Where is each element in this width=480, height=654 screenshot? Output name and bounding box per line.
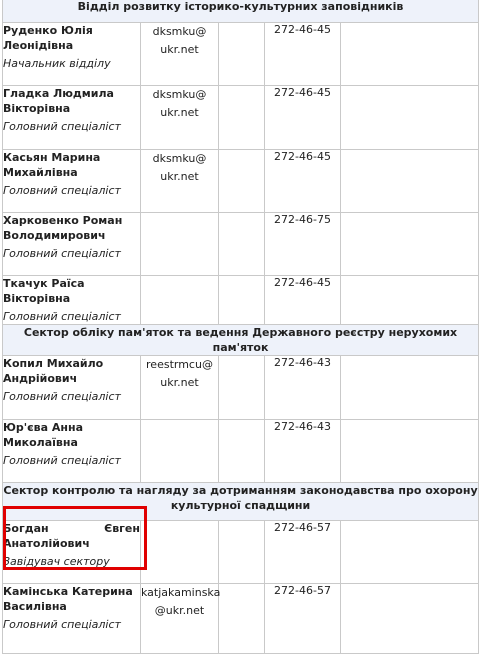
empty-cell	[219, 23, 265, 86]
table-row	[3, 86, 479, 150]
person-position: Головний спеціаліст	[3, 120, 121, 133]
table-row	[3, 521, 479, 584]
empty-cell	[219, 356, 265, 420]
empty-cell	[341, 276, 479, 325]
person-cell	[3, 356, 141, 420]
phone-number: 272-46-75	[265, 213, 341, 276]
email-link[interactable]: dksmku@ ukr.net	[141, 23, 219, 86]
email-cell	[141, 213, 219, 276]
empty-cell	[341, 23, 479, 86]
email-link[interactable]: katjakaminska @ukr.net	[141, 584, 219, 654]
empty-cell	[219, 521, 265, 584]
empty-cell	[219, 86, 265, 150]
section-title: Сектор контролю та нагляду за дотриманням законодавства про охорону культурної спадщини	[3, 483, 479, 521]
table-row	[3, 276, 479, 325]
person-cell	[3, 420, 141, 483]
empty-cell	[341, 584, 479, 654]
person-name: Камінська Катерина Василівна	[3, 585, 133, 613]
empty-cell	[341, 213, 479, 276]
person-name: Юр'єва Анна Миколаївна	[3, 421, 84, 449]
phone-number: 272-46-45	[265, 150, 341, 213]
empty-cell	[219, 213, 265, 276]
email-link[interactable]: reestrmcu@ ukr.net	[141, 356, 219, 420]
person-name: Копил Михайло Андрійович	[3, 357, 104, 385]
person-name: Руденко Юлія Леонідівна	[3, 24, 93, 52]
phone-number: 272-46-45	[265, 86, 341, 150]
person-position: Головний спеціаліст	[3, 454, 121, 467]
person-cell	[3, 276, 141, 325]
empty-cell	[219, 276, 265, 325]
section-header-row	[3, 483, 479, 521]
section-title: Сектор обліку пам'яток та ведення Державного реєстру нерухомих пам'яток	[3, 325, 479, 356]
empty-cell	[341, 150, 479, 213]
email-link[interactable]: dksmku@ ukr.net	[141, 150, 219, 213]
table-row	[3, 356, 479, 420]
email-cell	[141, 521, 219, 584]
person-cell	[3, 86, 141, 150]
email-cell	[141, 420, 219, 483]
phone-number: 272-46-43	[265, 356, 341, 420]
person-position: Головний спеціаліст	[3, 184, 121, 197]
empty-cell	[219, 420, 265, 483]
phone-number: 272-46-45	[265, 276, 341, 325]
phone-number: 272-46-43	[265, 420, 341, 483]
person-position: Головний спеціаліст	[3, 310, 121, 323]
person-position: Головний спеціаліст	[3, 247, 121, 260]
person-position: Завідувач сектору	[3, 555, 110, 568]
person-cell	[3, 213, 141, 276]
table-row	[3, 213, 479, 276]
table-row	[3, 584, 479, 654]
person-cell	[3, 150, 141, 213]
phone-number: 272-46-45	[265, 23, 341, 86]
empty-cell	[219, 150, 265, 213]
table-row	[3, 420, 479, 483]
person-cell	[3, 521, 141, 584]
staff-directory-table	[2, 0, 479, 654]
email-link[interactable]: dksmku@ ukr.net	[141, 86, 219, 150]
person-name: Гладка Людмила Вікторівна	[3, 87, 114, 115]
person-name: Касьян Марина Михайлівна	[3, 151, 101, 179]
empty-cell	[219, 584, 265, 654]
table-row	[3, 23, 479, 86]
person-name: Богдан Євген Анатолійович	[3, 522, 140, 550]
section-header-row	[3, 0, 479, 23]
empty-cell	[341, 356, 479, 420]
phone-number: 272-46-57	[265, 521, 341, 584]
section-header-row	[3, 325, 479, 356]
person-position: Головний спеціаліст	[3, 390, 121, 403]
person-cell	[3, 23, 141, 86]
empty-cell	[341, 521, 479, 584]
empty-cell	[341, 86, 479, 150]
person-position: Головний спеціаліст	[3, 618, 121, 631]
person-name: Ткачук Раїса Вікторівна	[3, 277, 85, 305]
section-title: Відділ розвитку історико-культурних заповідників	[3, 0, 479, 23]
email-cell	[141, 276, 219, 325]
empty-cell	[341, 420, 479, 483]
table-row	[3, 150, 479, 213]
person-name: Харковенко Роман Володимирович	[3, 214, 123, 242]
person-cell	[3, 584, 141, 654]
person-position: Начальник відділу	[3, 57, 111, 70]
phone-number: 272-46-57	[265, 584, 341, 654]
